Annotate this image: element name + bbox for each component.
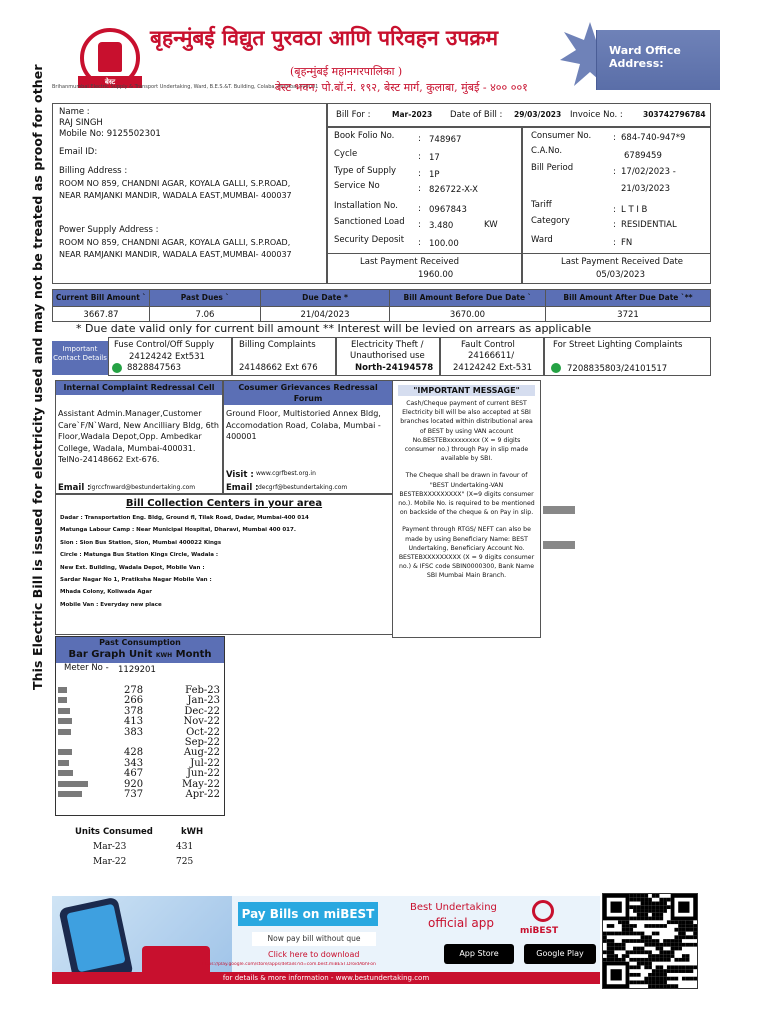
summary-month: Mar-23 xyxy=(93,842,127,852)
amounts-table xyxy=(52,289,711,322)
fuse-number: 24124242 Ext531 xyxy=(129,352,205,362)
forum-email[interactable]: decgrf@bestundertaking.com xyxy=(258,484,348,491)
forum-title: Cosumer Grievances Redressal Forum xyxy=(224,381,392,405)
street-light-label: For Street Lighting Complaints xyxy=(553,340,683,350)
tariff-value: L T I B xyxy=(621,205,648,215)
last-payment-value: 1960.00 xyxy=(418,270,454,280)
kwh-header: KWH xyxy=(155,652,173,659)
summary-value: 431 xyxy=(176,842,194,852)
billing-address-label: Billing Address : xyxy=(59,166,128,176)
power-address-line1: ROOM NO 859, CHANDNI AGAR, KOYALA GALLI, S.P.ROAD, xyxy=(59,238,291,247)
last-payment-date-box xyxy=(522,253,711,284)
forum-visit-label: Visit : xyxy=(226,470,254,480)
consumption-unit: 428 xyxy=(124,747,144,759)
amount-header: Due Date * xyxy=(261,290,390,306)
fault-number-2: 24124242 Ext-531 xyxy=(453,363,532,373)
consumer-no-value: 684-740-947*9 xyxy=(621,133,686,143)
customer-name: RAJ SINGH xyxy=(59,118,103,128)
message-para-1: Cash/Cheque payment of current BEST Electricity bill will be also accepted at SBI branches located within distributional area of BEST by using VAN account No.BESTEBxxxxxxxxx (X = 9 digits consumer no.) through Pay in slip made available by SBI. xyxy=(400,400,533,463)
consumption-box xyxy=(55,636,225,816)
advert-footer: for details & more information - www.bestundertaking.com xyxy=(52,972,600,984)
category-label: Category xyxy=(531,216,570,226)
side-disclaimer: This Electric Bill is issued for electricity used and may not be treated as proof for other xyxy=(30,64,45,690)
category-value: RESIDENTIAL xyxy=(621,220,677,230)
ward-office-label: Ward Office Address: xyxy=(596,30,720,90)
mibest-label: miBEST xyxy=(520,926,559,936)
amount-header: Bill Amount After Due Date `** xyxy=(546,290,710,306)
unit-header: Unit xyxy=(128,649,153,660)
complaint-cell-box xyxy=(55,380,223,494)
consumption-bar xyxy=(58,791,82,797)
street-light-number: 7208835803/24101517 xyxy=(567,364,668,374)
bill-head xyxy=(327,103,711,127)
amount-value: 7.06 xyxy=(150,307,261,322)
redaction-mark xyxy=(543,506,575,514)
ward-label: Ward xyxy=(531,235,553,245)
whatsapp-icon xyxy=(112,363,122,373)
complaint-email-label: Email : xyxy=(58,483,91,493)
amount-value: 3670.00 xyxy=(390,307,546,322)
consumption-unit: 343 xyxy=(124,757,144,769)
google-play-button[interactable]: Google Play xyxy=(524,944,596,964)
fault-control-box xyxy=(440,337,544,376)
consumption-month: Nov-22 xyxy=(183,716,220,728)
header-title: बृहन्मुंबई विद्युत पुरवठा आणि परिवहन उपक्रम xyxy=(150,25,499,50)
consumption-unit: 737 xyxy=(124,789,144,800)
download-link[interactable]: Click here to download xyxy=(268,950,360,959)
invoice-value: 303742796784 xyxy=(643,110,706,119)
collection-title: Bill Collection Centers in your area xyxy=(125,498,323,509)
fault-number-1: 24166611/ xyxy=(468,351,515,361)
kwh-label: kWH xyxy=(181,827,204,837)
consumption-month: Feb-23 xyxy=(185,685,220,696)
message-para-3: Payment through RTGS/ NEFT can also be made by using Beneficiary Name: BEST Undertaking, Beneficiary Account No. BESTEBXXXXXXXXX (X = 9 digits consumer no.) & IFSC code SBIN0000300, Bank Name SBI Mumbai Main Branch. xyxy=(398,526,535,580)
billing-address-line2: NEAR RAMJANKI MANDIR, WADALA EAST,MUMBAI- 400037 xyxy=(59,191,292,200)
amount-header: Past Dues ` xyxy=(150,290,261,306)
collection-center-line: Matunga Labour Camp : Near Municipal Hospital, Dharavi, Mumbai 400 017. xyxy=(60,527,296,534)
bar-graph-header: Bar Graph xyxy=(68,649,126,660)
billing-complaints-box xyxy=(232,337,336,376)
message-para-2: The Cheque shall be drawn in favour of "BEST Undertaking-VAN BESTEBXXXXXXXXX" (X=9 digits consumer no.). Mobile No. is required to be mentioned on backside of the cheque & on Pay in slip. xyxy=(398,472,535,517)
header-address: बेस्ट भवन, पो.बॉ.नं. १९२, बेस्ट मार्ग, कुलाबा, मुंबई - ४०० ००१ xyxy=(275,81,528,94)
best-app-logo-icon xyxy=(532,900,554,922)
billing-complaints-label: Billing Complaints xyxy=(239,340,316,350)
bill-date-value: 29/03/2023 xyxy=(514,110,562,119)
logo-text: बेस्ट xyxy=(78,76,142,88)
detail-value: 748967 xyxy=(429,135,462,145)
detail-label: Service No xyxy=(334,181,380,191)
play-store-url[interactable]: https://play.google.com/store/apps/details?id=com.best.miBEST.DroidAbhFon xyxy=(202,962,376,967)
consumption-unit: 278 xyxy=(124,685,144,696)
fuse-control-box xyxy=(108,337,232,376)
consumption-bar xyxy=(58,770,73,776)
units-consumed-table xyxy=(55,823,225,873)
detail-value: 0967843 xyxy=(429,205,467,215)
consumption-unit: 920 xyxy=(124,778,144,790)
fuse-whatsapp: 8828847563 xyxy=(127,363,182,373)
consumption-month: Sep-22 xyxy=(184,737,220,748)
email-label: Email ID: xyxy=(59,147,98,157)
detail-value: 17 xyxy=(429,153,440,163)
consumption-bar xyxy=(58,718,72,724)
amount-value: 3721 xyxy=(617,310,639,320)
consumption-month: Jul-22 xyxy=(190,757,220,769)
month-header: Month xyxy=(175,649,212,660)
best-app-title-1: Best Undertaking xyxy=(410,902,497,913)
consumption-unit: 467 xyxy=(124,768,144,780)
collection-center-line: Circle : Matunga Bus Station Kings Circle, Wadala : xyxy=(60,552,219,559)
name-label: Name : xyxy=(59,107,90,117)
collection-center-line: Sardar Nagar No 1, Pratiksha Nagar Mobile Van : xyxy=(60,577,212,584)
best-logo xyxy=(80,28,140,88)
collection-center-line: Dadar : Transportation Eng. Bldg, Ground fl, Tilak Road, Dadar, Mumbai-400 014 xyxy=(60,515,309,521)
ward-value: FN xyxy=(621,238,633,248)
theft-box xyxy=(336,337,440,376)
bill-period-from: 17/02/2023 - xyxy=(621,167,676,177)
summary-value: 725 xyxy=(176,857,194,867)
bill-for-value: Mar-2023 xyxy=(392,110,433,119)
detail-label: Book Folio No. xyxy=(334,131,395,141)
best-app-title-2: official app xyxy=(428,916,494,930)
consumption-month: Apr-22 xyxy=(185,789,220,800)
amount-value: 3667.87 xyxy=(53,307,150,322)
consumption-unit: 266 xyxy=(124,695,144,707)
ca-no-value: 6789459 xyxy=(624,151,662,161)
collection-center-line: Mobile Van : Everyday new place xyxy=(60,601,162,608)
last-payment-box xyxy=(327,253,522,284)
invoice-label: Invoice No. : xyxy=(570,110,623,120)
detail-label: Cycle xyxy=(334,149,358,159)
complaint-cell-text: Assistant Admin.Manager,Customer Care`F/N`Ward, New Ancilliary Bldg, 6th Floor,Wadala Depot,Opp. Ambedkar College, Wadala, Mumbai-400031. TelNo-24148662 Ext-676. xyxy=(58,409,219,464)
mobile-number: Mobile No: 9125502301 xyxy=(59,129,161,139)
last-payment-date-value: 05/03/2023 xyxy=(596,270,645,280)
detail-label: Installation No. xyxy=(334,201,398,211)
meter-label: Meter No - xyxy=(64,663,109,673)
last-payment-label: Last Payment Received xyxy=(360,257,459,267)
mibest-advert-banner[interactable] xyxy=(52,896,600,984)
detail-label: Sanctioned Load xyxy=(334,217,405,227)
consumption-month: Oct-22 xyxy=(186,726,220,738)
important-message-title: "IMPORTANT MESSAGE" xyxy=(398,385,535,396)
amount-header: Bill Amount Before Due Date ` xyxy=(390,290,546,306)
consumption-bar xyxy=(58,749,72,755)
detail-value: 826722-X-X xyxy=(429,185,478,195)
forum-text: Ground Floor, Multistoried Annex Bldg, Accomodation Road, Colaba, Mumbai - 400001 xyxy=(226,409,381,441)
complaint-email: igrccfnward@bestundertaking.com xyxy=(90,484,196,491)
consumption-bar xyxy=(58,708,70,714)
detail-value: 100.00 xyxy=(429,239,459,249)
billing-address-line1: ROOM NO 859, CHANDNI AGAR, KOYALA GALLI, S.P.ROAD, xyxy=(59,179,291,188)
consumer-no-label: Consumer No. xyxy=(531,131,592,141)
kw-unit: KW xyxy=(484,220,498,230)
details-right-box: Consumer No. : 684-740-947*9 C.A.No. 6789459 Bill Period : 17/02/2023 - 21/03/2023 Tariff : L T I B Category : RESIDENTIAL Ward : FN xyxy=(522,127,711,284)
consumption-title: Past Consumption xyxy=(99,638,181,647)
fuse-label: Fuse Control/Off Supply xyxy=(114,340,214,350)
consumption-month: May-22 xyxy=(182,778,220,790)
forum-box xyxy=(223,380,393,494)
fault-label: Fault Control xyxy=(461,340,515,350)
bill-period-to: 21/03/2023 xyxy=(621,184,670,194)
consumption-bar xyxy=(58,781,88,787)
app-store-button[interactable]: App Store xyxy=(444,944,514,964)
consumption-month: Dec-22 xyxy=(184,705,220,717)
ca-no-label: C.A.No. xyxy=(531,146,563,156)
collection-center-line: Mhada Colony, Koliwada Agar xyxy=(60,589,152,596)
theft-number: North-24194578 xyxy=(355,363,434,373)
theft-label-1: Electricity Theft / xyxy=(351,340,424,350)
consumption-unit: 383 xyxy=(124,726,144,738)
details-left-box: Book Folio No. : 748967 Cycle : 17 Type of Supply : 1P Service No : 826722-X-X Installation No. : 0967843 Sanctioned Load : 3.480 Security Deposit : 100.00 KW xyxy=(327,127,522,284)
bill-date-label: Date of Bill : xyxy=(450,110,503,120)
collection-center-line: New Ext. Building, Wadala Depot, Mobile Van : xyxy=(60,564,205,571)
consumption-month: Jan-23 xyxy=(187,695,220,707)
consumption-month: Aug-22 xyxy=(183,747,220,759)
forum-visit-link[interactable]: www.cgrfbest.org.in xyxy=(256,470,316,477)
detail-value: 3.480 xyxy=(429,221,454,231)
detail-label: Type of Supply xyxy=(334,166,397,176)
consumption-bar xyxy=(58,760,69,766)
redaction-mark xyxy=(543,541,575,549)
complaint-cell-title: Internal Complaint Redressal Cell xyxy=(56,381,222,395)
customer-box xyxy=(52,103,327,284)
important-message-box xyxy=(392,380,541,638)
tariff-label: Tariff xyxy=(531,200,552,210)
consumption-unit: 413 xyxy=(124,716,144,728)
consumption-bar xyxy=(58,697,67,703)
qr-code-graphic xyxy=(603,894,697,988)
consumption-unit: 378 xyxy=(124,705,144,717)
header-tiny-address: Brihanmumbai Electric Supply & Transport Undertaking, Ward, B.E.S.&T. Building, Colaba, Mumbai 400001 xyxy=(52,84,319,90)
detail-value: 1P xyxy=(429,170,440,180)
bill-for-label: Bill For : xyxy=(336,110,371,120)
theft-label-2: Unauthorised use xyxy=(350,351,425,361)
billing-complaints-number: 24148662 Ext 676 xyxy=(239,363,318,373)
phone-illustration xyxy=(52,896,232,984)
consumption-bar xyxy=(58,687,67,693)
qr-code[interactable] xyxy=(602,893,698,989)
last-payment-date-label: Last Payment Received Date xyxy=(561,257,684,267)
forum-email-label: Email : xyxy=(226,483,259,493)
consumption-month: Jun-22 xyxy=(187,768,220,780)
amount-header: Current Bill Amount ` xyxy=(53,290,150,306)
meter-value: 1129201 xyxy=(118,665,156,675)
consumption-bar xyxy=(58,729,71,735)
units-consumed-label: Units Consumed xyxy=(75,827,153,837)
bill-period-label: Bill Period xyxy=(531,163,574,173)
power-address-label: Power Supply Address : xyxy=(59,225,159,235)
pay-bills-banner: Pay Bills on miBEST xyxy=(238,902,378,926)
amount-value: 21/04/2023 xyxy=(261,307,390,322)
detail-label: Security Deposit xyxy=(334,235,405,245)
header-subtitle: (बृहन्मुंबई महानगरपालिका ) xyxy=(290,65,403,78)
collection-center-line: Sion : Sion Bus Station, Sion, Mumbai 400022 Kings xyxy=(60,539,222,546)
whatsapp-icon xyxy=(551,363,561,373)
consumption-header xyxy=(56,637,224,663)
amount-note: * Due date valid only for current bill amount ** Interest will be levied on arrears as applicable xyxy=(76,322,592,335)
summary-month: Mar-22 xyxy=(93,857,127,867)
important-contact-label: Important Contact Details xyxy=(52,341,108,375)
power-address-line2: NEAR RAMJANKI MANDIR, WADALA EAST,MUMBAI- 400037 xyxy=(59,250,292,259)
now-pay-text: Now pay bill without que xyxy=(252,932,376,946)
street-light-box xyxy=(544,337,711,376)
collection-centers-box xyxy=(55,494,393,635)
